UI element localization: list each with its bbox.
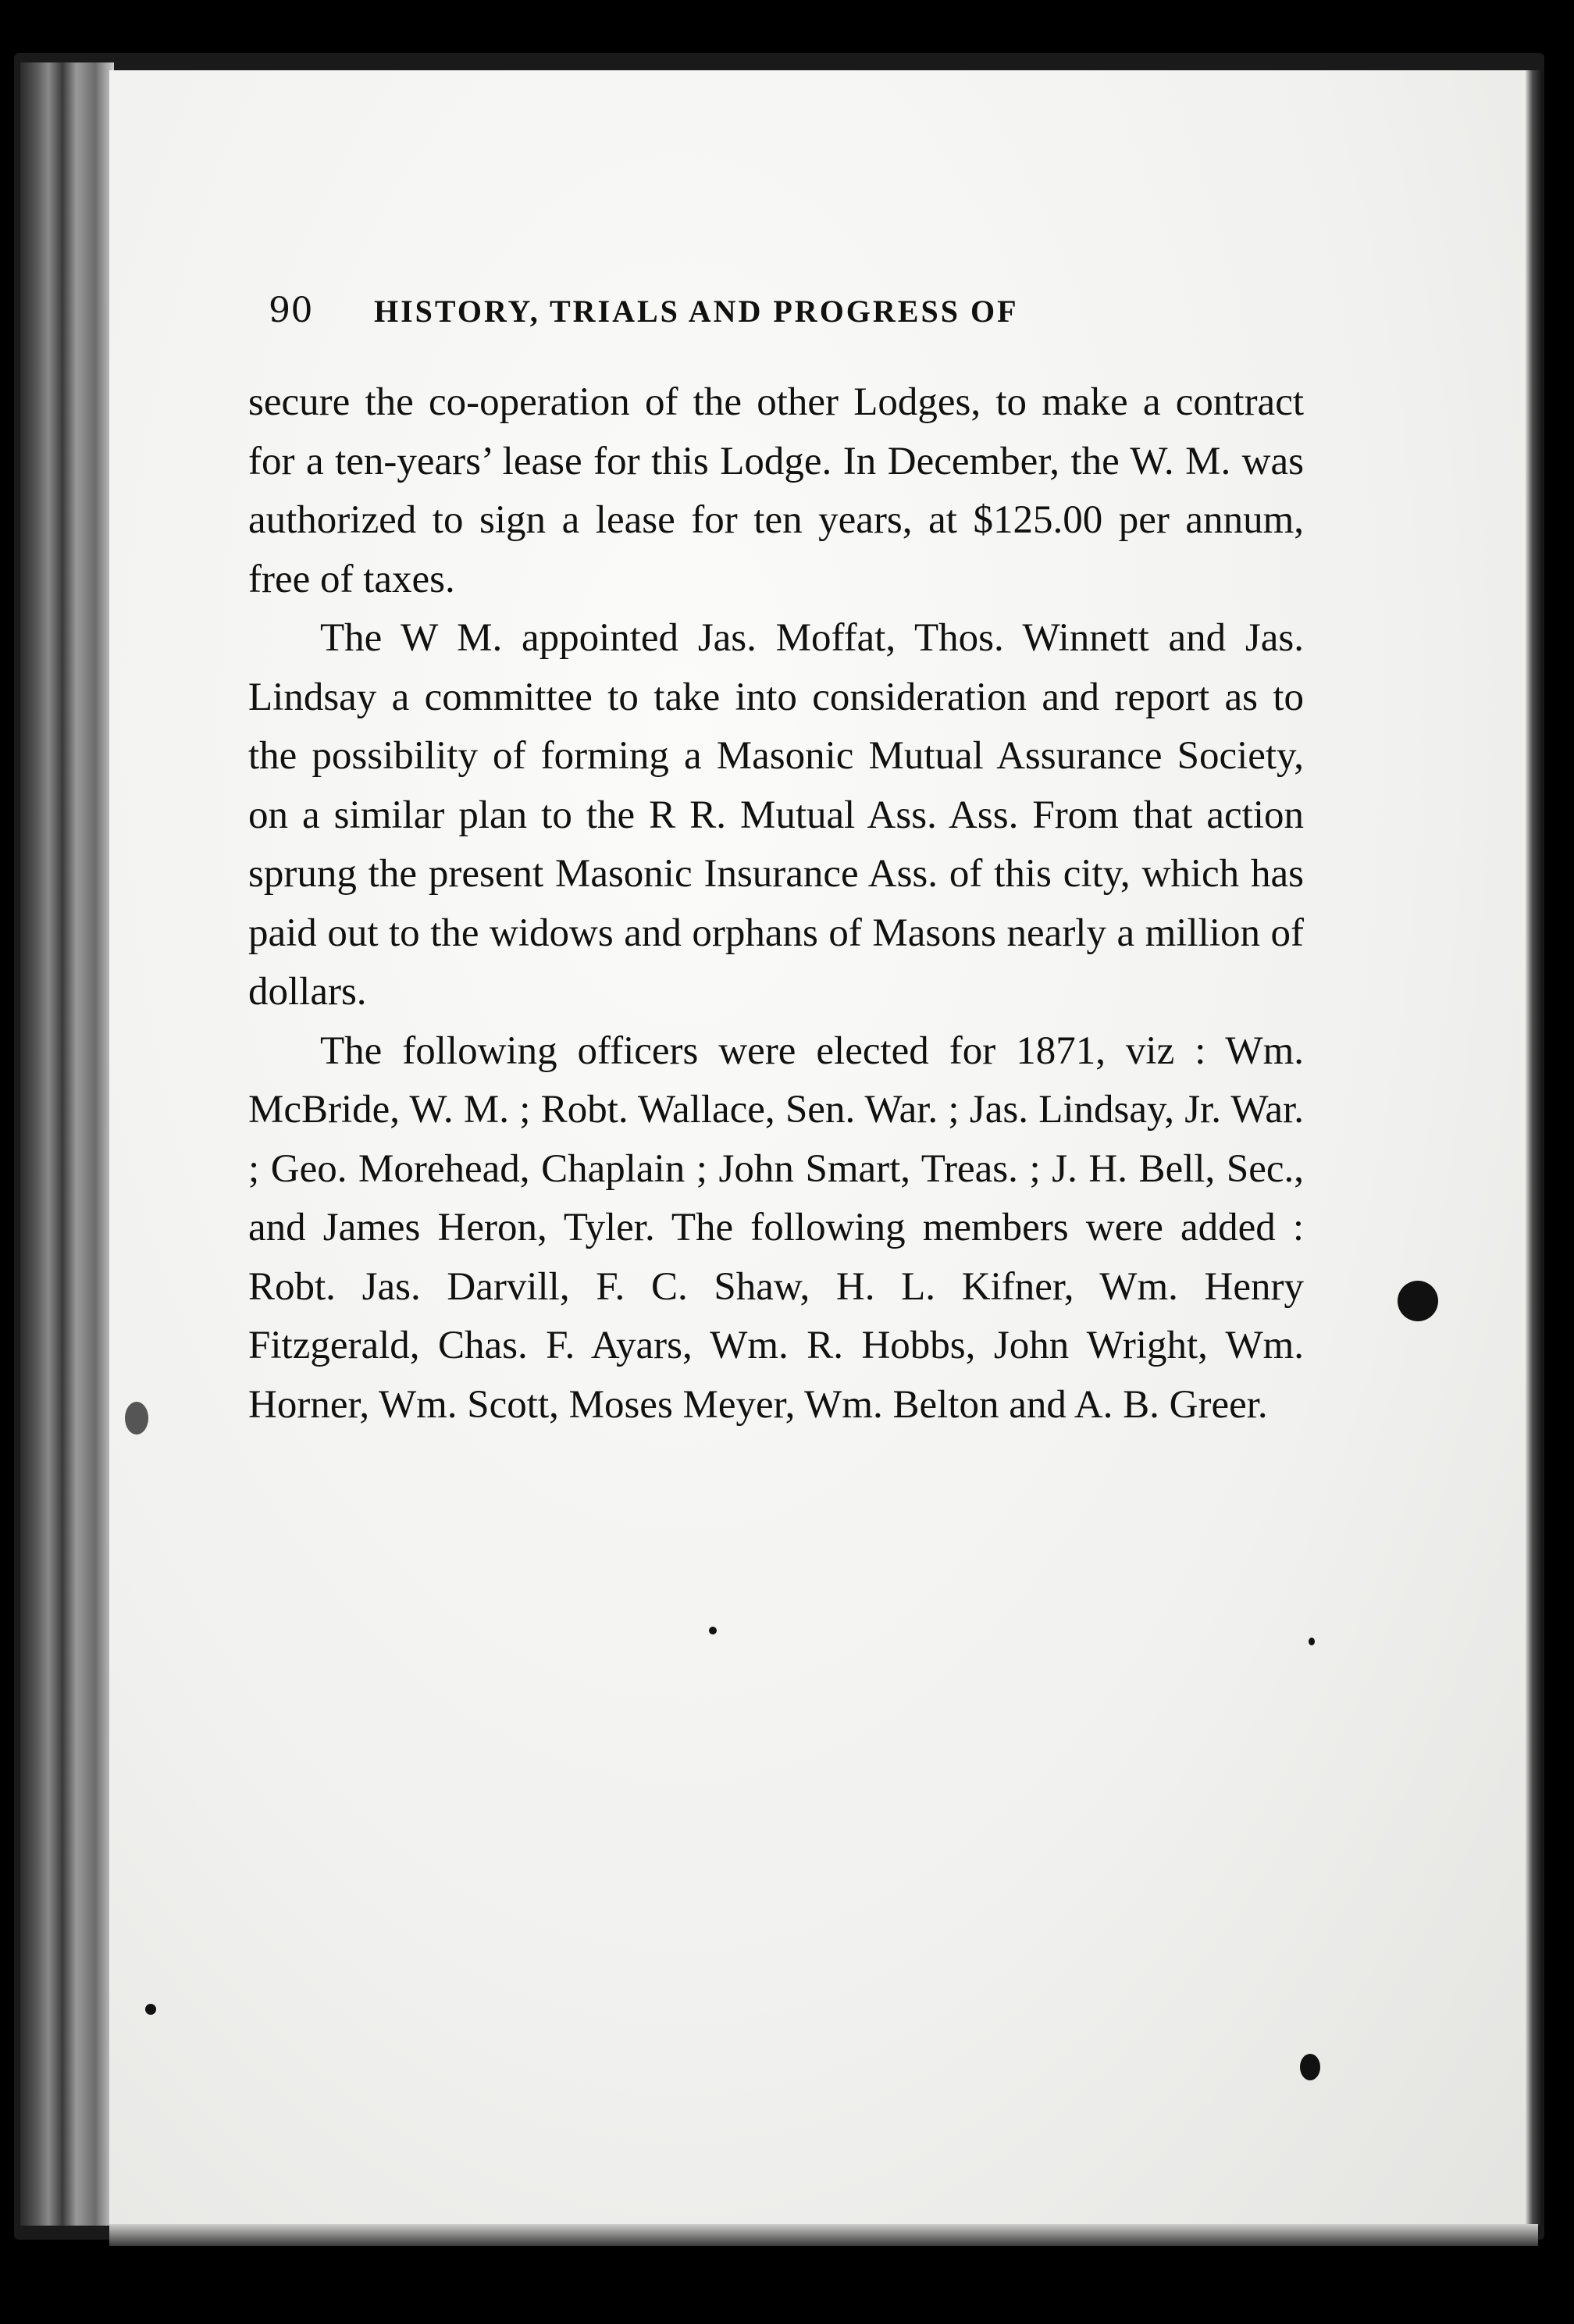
ink-blot: [1398, 1281, 1438, 1321]
ink-speck: [1309, 1638, 1315, 1645]
ink-speck: [125, 1402, 148, 1435]
book-spine: [20, 62, 114, 2226]
page-bottom-edge: [109, 2224, 1538, 2246]
ink-speck: [145, 2004, 156, 2015]
body-text: [248, 373, 1304, 1435]
page-right-edge: [1526, 70, 1543, 2226]
page-number: 90: [269, 290, 313, 330]
paragraph: secure the co-operation of the other Lodges, to make a contract for a ten-years’ lease for this Lodge. In December, the W. M. was authorized to sign a lease for ten years, at $125.00 per annum, free of taxes.: [248, 380, 1304, 601]
running-head: HISTORY, TRIALS AND PROGRESS OF: [374, 294, 1019, 329]
ink-speck: [1300, 2054, 1320, 2080]
page-header: [269, 290, 1205, 334]
paragraph: The following officers were elected for 1871, viz : Wm. McBride, W. M. ; Robt. Wallace, Sen. War. ; Jas. Lindsay, Jr. War. ; Geo. Morehead, Chaplain ; John Smart, Treas. ; J. H. Bell, Sec., and James Heron, Tyler. The following members were added : Robt. Jas. Darvill, F. C. Shaw, H. L. Kifner, Wm. Henry Fitzgerald, Chas. F. Ayars, Wm. R. Hobbs, John Wright, Wm. Horner, Wm. Scott, Moses Meyer, Wm. Belton and A. B. Greer.: [248, 1028, 1304, 1427]
paragraph: The W M. appointed Jas. Moffat, Thos. Winnett and Jas. Lindsay a committee to take into consideration and report as to the possibility of forming a Masonic Mutual Assurance Society, on a similar plan to the R R. Mutual Ass. Ass. From that action sprung the present Masonic Insurance Ass. of this city, which has paid out to the widows and orphans of Masons nearly a million of dollars.: [248, 616, 1304, 1014]
ink-speck: [709, 1627, 717, 1634]
